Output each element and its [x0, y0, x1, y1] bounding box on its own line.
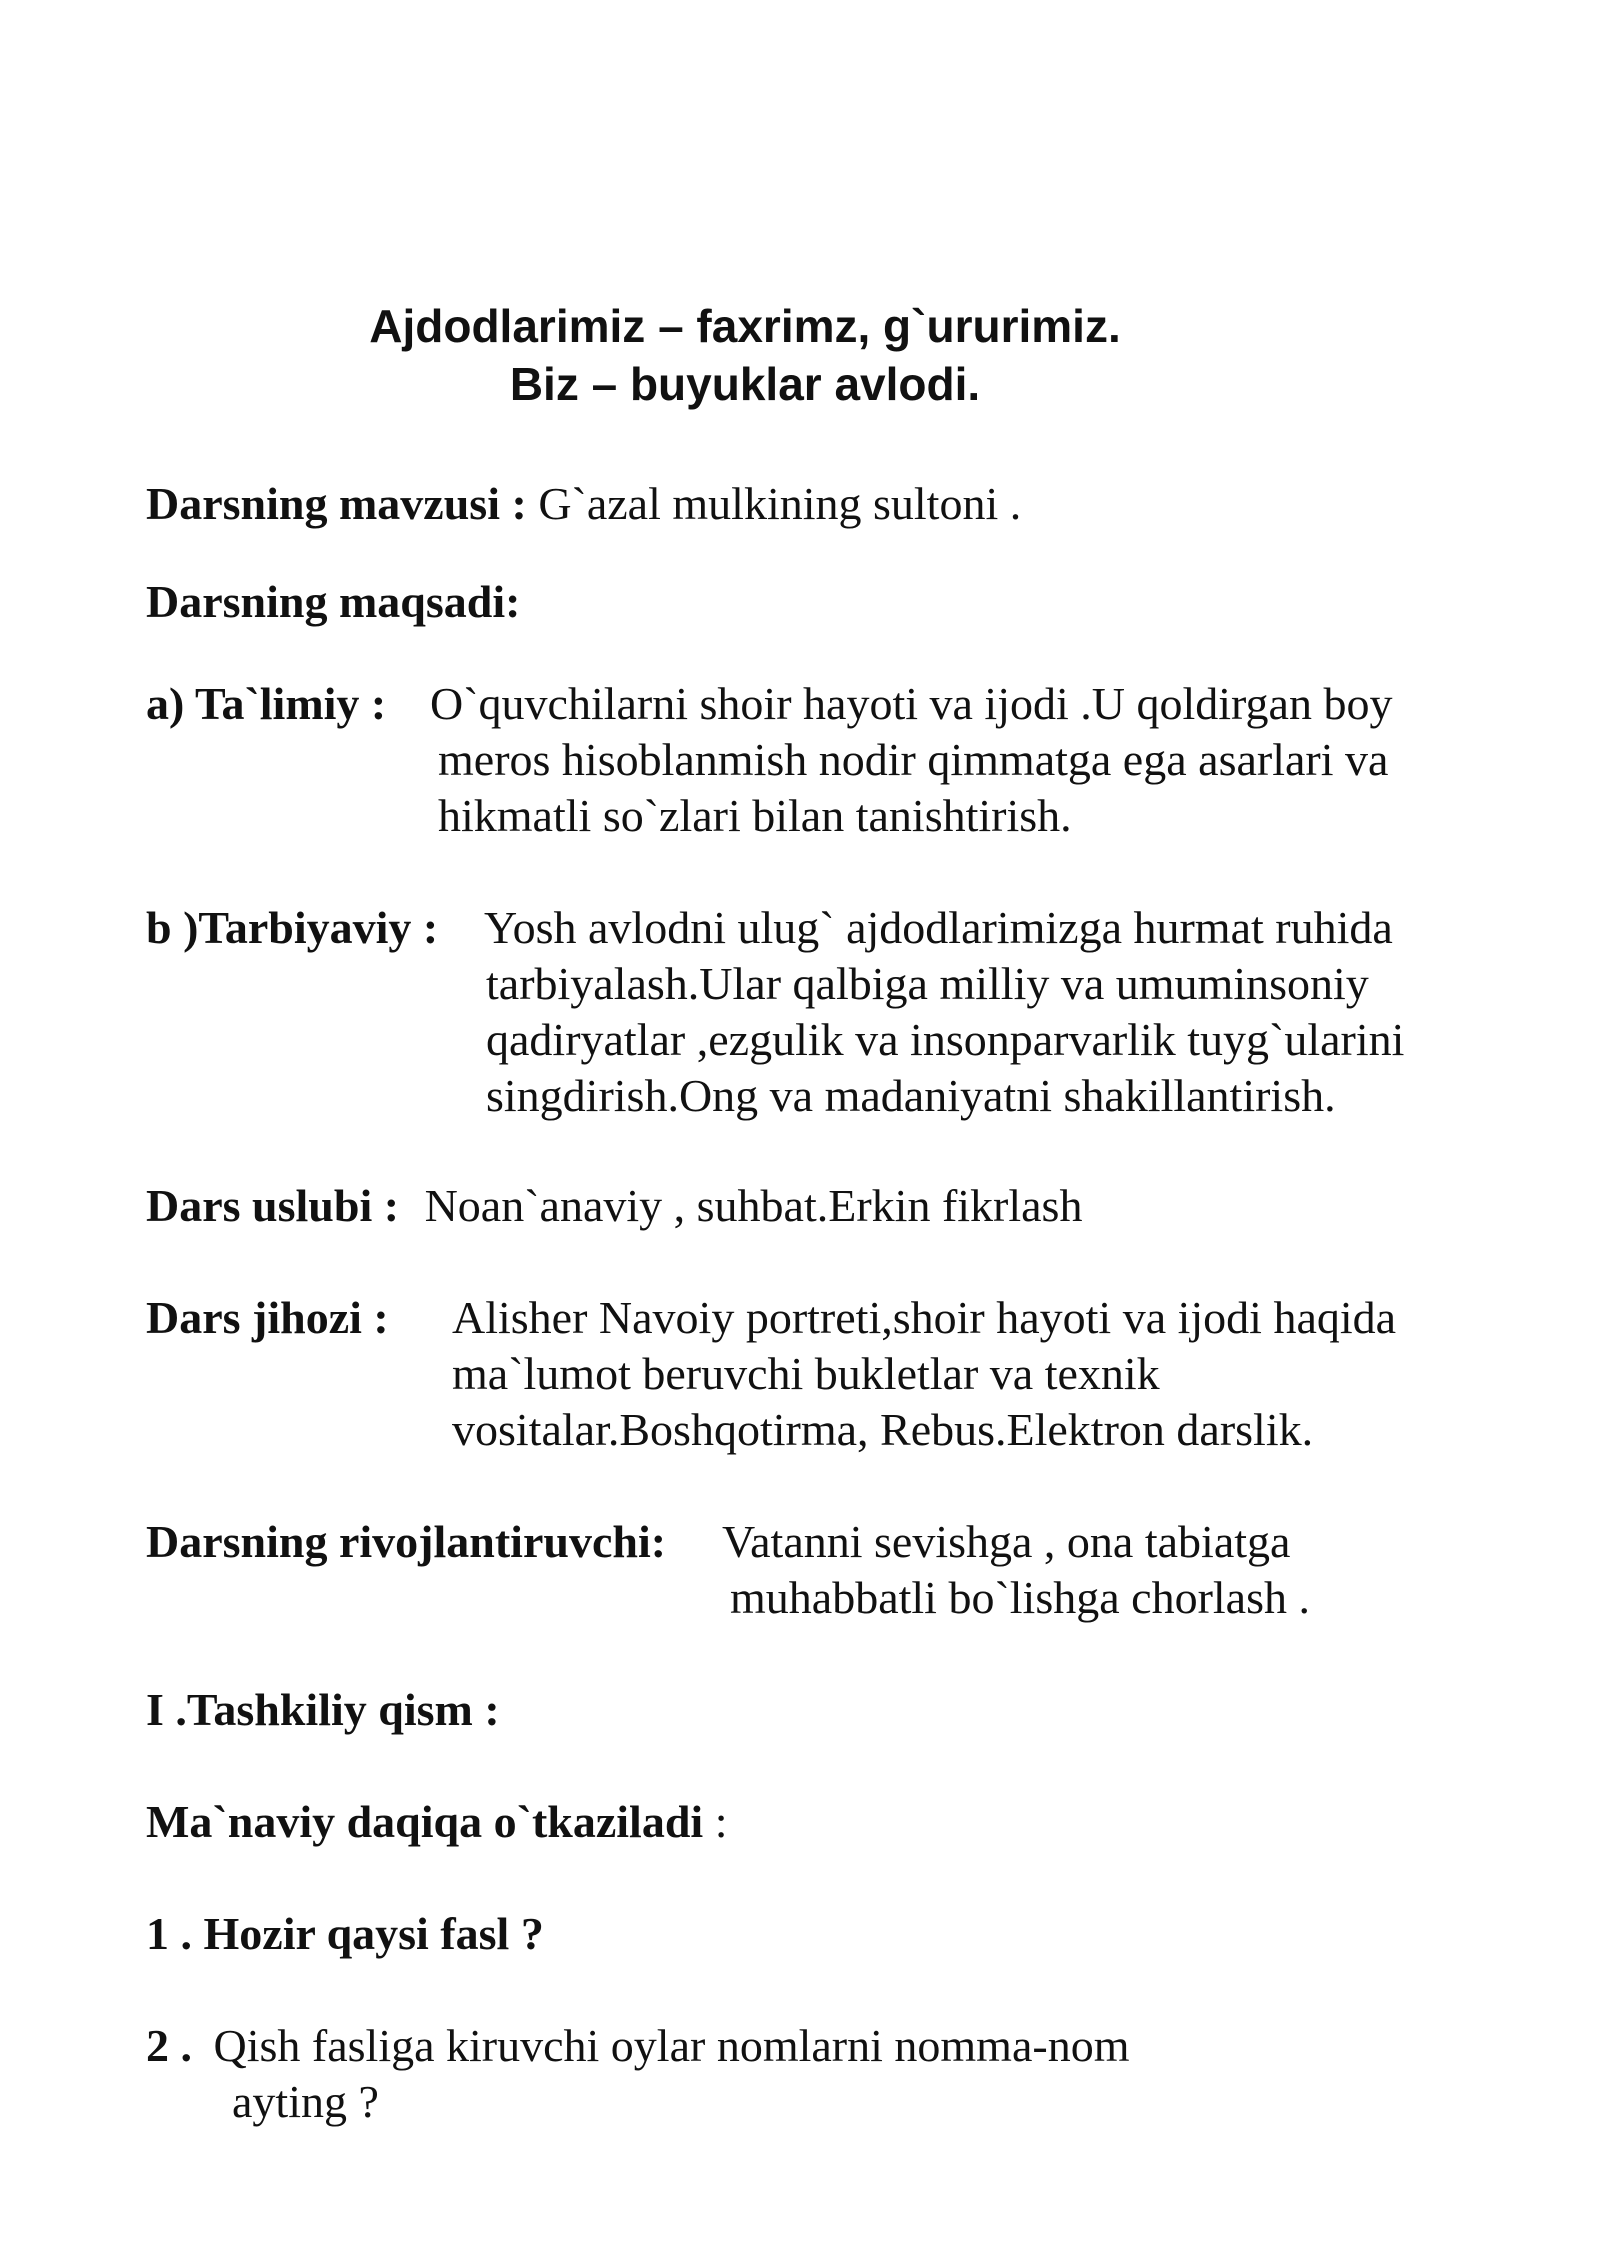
talimiy-line-1: O`quvchilarni shoir hayoti va ijodi .U qoldirgan boy	[430, 678, 1393, 729]
jihoz-line-3: vositalar.Boshqotirma, Rebus.Elektron darslik.	[452, 1404, 1314, 1455]
uslub-row	[146, 1178, 1082, 1234]
manaviy-row	[146, 1794, 727, 1850]
question-2-row	[146, 2018, 1129, 2074]
rivoj-line-2: muhabbatli bo`lishga chorlash .	[730, 1572, 1310, 1623]
tarbiyaviy-line-2: tarbiyalash.Ular qalbiga milliy va umuminsoniy	[486, 958, 1369, 1009]
mavzu-text: G`azal mulkining sultoni .	[538, 478, 1022, 529]
tarbiyaviy-line-3: qadiryatlar ,ezgulik va insonparvarlik tuyg`ularini	[486, 1014, 1405, 1065]
mavzu-row	[146, 476, 1021, 532]
jihoz-label: Dars jihozi :	[146, 1292, 389, 1343]
jihoz-line-1: Alisher Navoiy portreti,shoir hayoti va ijodi haqida	[452, 1292, 1397, 1343]
tarbiyaviy-label: b )Tarbiyaviy :	[146, 902, 439, 953]
tarbiyaviy-line-4: singdirish.Ong va madaniyatni shakillantirish.	[486, 1070, 1336, 1121]
manaviy-colon: :	[714, 1796, 728, 1847]
title-line-1: Ajdodlarimiz – faxrimz, g`ururimiz.	[369, 300, 1121, 352]
question-1: 1 . Hozir qaysi fasl ?	[146, 1908, 544, 1959]
question-2-text: Qish fasliga kiruvchi oylar nomlarni nomma-nom	[213, 2020, 1130, 2071]
uslub-label: Dars uslubi :	[146, 1180, 400, 1231]
talimiy-line-2: meros hisoblanmish nodir qimmatga ega asarlari va	[438, 734, 1389, 785]
tarbiyaviy-line-1: Yosh avlodni ulug` ajdodlarimizga hurmat ruhida	[484, 902, 1393, 953]
jihoz-line-2: ma`lumot beruvchi bukletlar va texnik	[452, 1348, 1160, 1399]
talimiy-label: a) Ta`limiy :	[146, 678, 387, 729]
question-2-number: 2 .	[146, 2020, 192, 2071]
question-2-line-2: ayting ?	[232, 2076, 379, 2127]
rivoj-line-1: Vatanni sevishga , ona tabiatga	[722, 1516, 1291, 1567]
rivoj-label: Darsning rivojlantiruvchi:	[146, 1516, 667, 1567]
mavzu-label: Darsning mavzusi :	[146, 478, 527, 529]
title-line-2: Biz – buyuklar avlodi.	[509, 358, 981, 410]
talimiy-line-3: hikmatli so`zlari bilan tanishtirish.	[438, 790, 1072, 841]
maqsad-label: Darsning maqsadi:	[146, 576, 521, 627]
tashkiliy-label: I .Tashkiliy qism :	[146, 1684, 500, 1735]
manaviy-label: Ma`naviy daqiqa o`tkaziladi	[146, 1796, 704, 1847]
uslub-text: Noan`anaviy , suhbat.Erkin fikrlash	[424, 1180, 1083, 1231]
